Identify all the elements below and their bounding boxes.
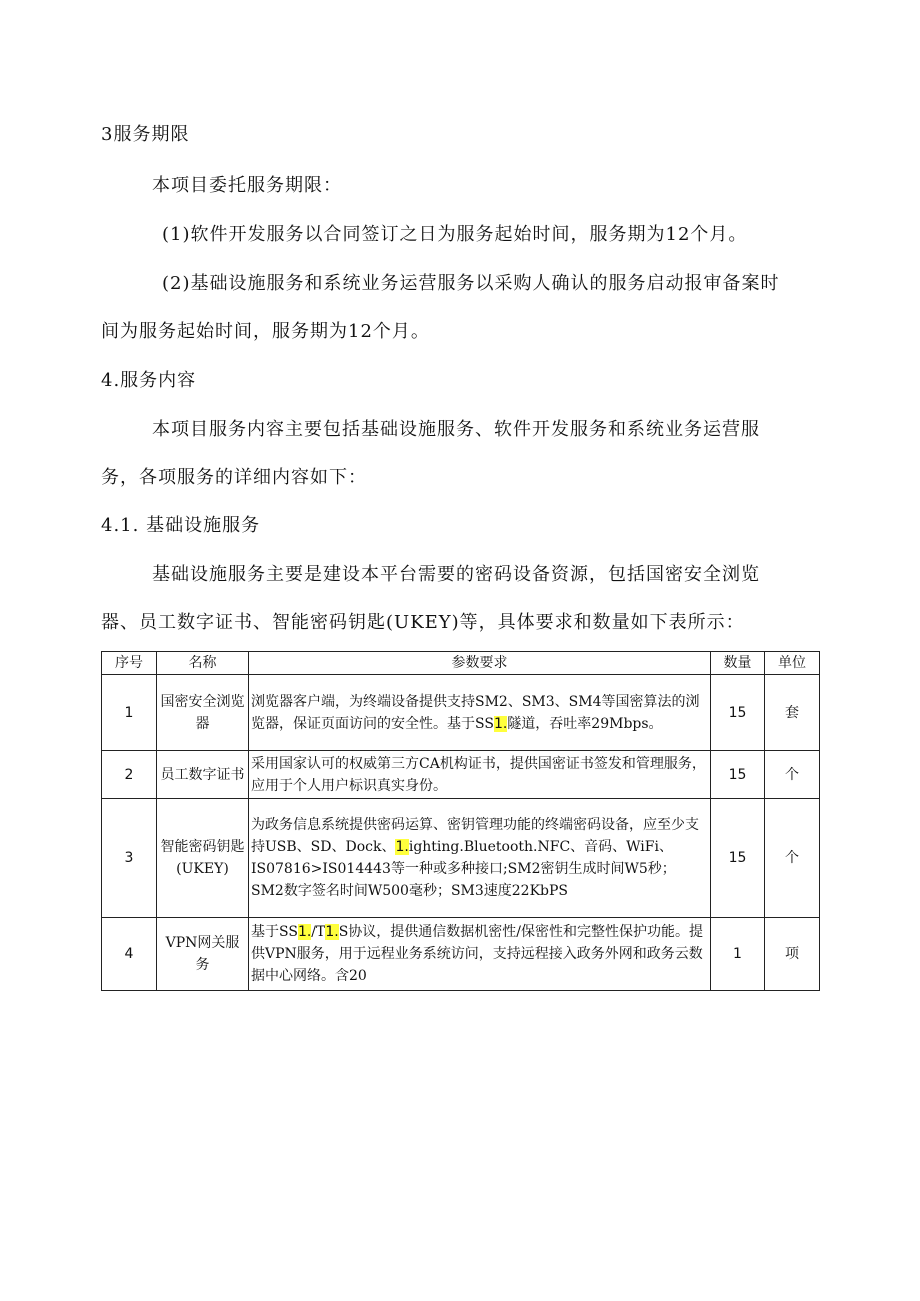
row-no: 1 [102,675,157,751]
row-quantity: 15 [711,675,765,751]
row-name: 智能密码钥匙(UKEY) [157,799,249,918]
req-text: 基于SS [251,924,298,940]
row-unit: 套 [765,675,820,751]
req-text: 采用国家认可的权威第三方CA机构证书，提供国密证书签发和管理服务，应用于个人用户标识真实身份。 [251,755,706,794]
section41-heading: 4.1. 基础设施服务 [101,515,261,536]
highlight-mark: 1. [493,715,508,732]
row-requirements [249,918,711,991]
section3-heading: 3服务期限 [101,124,190,145]
section41-para-line1: 基础设施服务主要是建设本平台需要的密码设备资源，包括国密安全浏览 [152,564,760,585]
row-no: 3 [102,799,157,918]
row-requirements [249,799,711,918]
row-unit: 个 [765,751,820,799]
row-no: 4 [102,918,157,991]
table-row [102,675,820,751]
section4-para-line2: 务，各项服务的详细内容如下： [101,467,367,488]
header-no: 序号 [102,652,157,675]
section3-item2-line2: 间为服务起始时间，服务期为12个月。 [101,321,430,342]
row-quantity: 15 [711,751,765,799]
row-no: 2 [102,751,157,799]
row-name: 国密安全浏览器 [157,675,249,751]
highlight-mark: 1. [297,924,312,940]
row-name: 员工数字证书 [157,751,249,799]
row-quantity: 1 [711,918,765,991]
req-text: Bluetooth.NFC、音码、WiFi、IS07816>IS014443等一种或多种接口;SM2密钥生成时间W5秒；SM2数字签名时间W500毫秒；SM3速度22KbPS [251,839,676,899]
req-text: /T [311,924,326,940]
section3-intro: 本项目委托服务期限： [152,175,342,196]
section3-item2-line1: (2)基础设施服务和系统业务运营服务以采购人确认的服务启动报审备案时 [162,273,780,294]
header-name: 名称 [157,652,249,675]
req-text: ighting. [408,839,464,855]
header-requirements: 参数要求 [249,652,711,675]
section4-para-line1: 本项目服务内容主要包括基础设施服务、软件开发服务和系统业务运营服 [152,419,760,440]
table-row [102,751,820,799]
section41-para-line2: 器、员工数字证书、智能密码钥匙(UKEY)等，具体要求和数量如下表所示： [101,612,745,633]
section3-item1: (1)软件开发服务以合同签订之日为服务起始时间，服务期为12个月。 [162,224,748,245]
table-row [102,918,820,991]
req-text: 隧道，吞吐率29Mbps。 [507,715,663,732]
row-requirements [249,675,711,751]
highlight-mark: 1. [325,924,339,940]
header-unit: 单位 [765,652,820,675]
row-unit: 个 [765,799,820,918]
row-requirements [249,751,711,799]
table-header-row [102,652,820,675]
header-quantity: 数量 [711,652,765,675]
table-row [102,799,820,918]
req-text: 浏览器客户端，为终端设备提供支持SM2、SM3、SM4等国密算法的浏览器，保证页面访问的安全性。基于SS [251,693,700,732]
row-unit: 项 [765,918,820,991]
highlight-mark: 1. [395,839,409,855]
req-text: S协议，提供通信数据机密性/保密性和完整性保护功能。提供VPN服务，用于远程业务系统访问，支持远程接入政务外网和政务云数据中心网络。含20 [251,924,704,984]
req-text: 为政务信息系统提供密码运算、密钥管理功能的终端密码设备，应至少支持USB、SD、Dock、 [251,817,699,855]
row-quantity: 15 [711,799,765,918]
row-name: VPN网关服务 [157,918,249,991]
spec-table [101,651,820,991]
section4-heading: 4.服务内容 [101,370,197,391]
